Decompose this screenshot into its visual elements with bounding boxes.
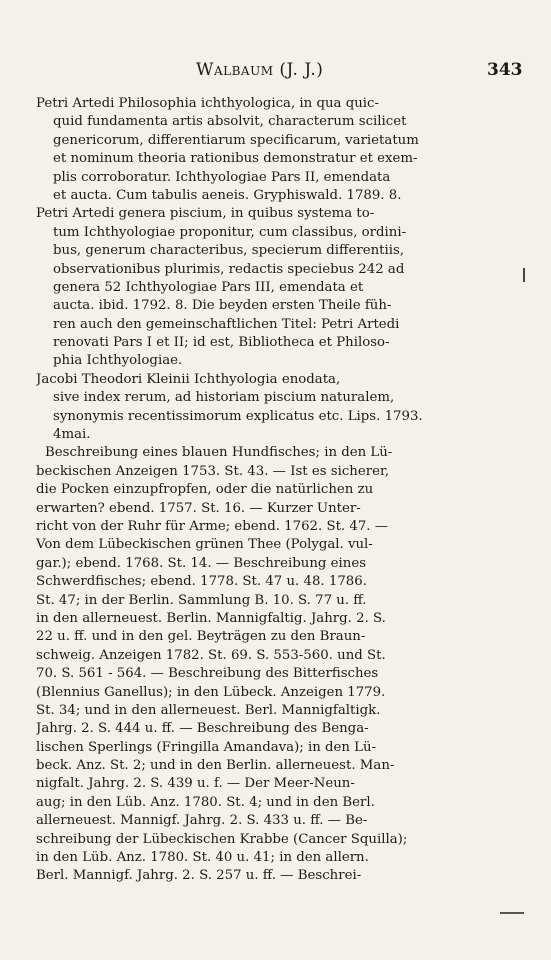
text-line: gar.); ebend. 1768. St. 14. — Beschreibung eines — [36, 555, 367, 571]
text-line: observationibus plurimis, redactis speciebus 242 ad — [53, 261, 405, 277]
text-line: schreibung der Lübeckischen Krabbe (Cancer Squilla); — [36, 831, 408, 847]
text-line: Jacobi Theodori Kleinii Ichthyologia enodata, — [36, 371, 341, 387]
text-line: 22 u. ff. und in den gel. Beyträgen zu den Braun- — [36, 629, 366, 645]
text-line: St. 34; und in den allerneuest. Berl. Mannigfaltigk. — [36, 702, 381, 718]
text-line: renovati Pars I et II; id est, Bibliotheca et Philoso- — [53, 335, 390, 351]
text-line: quid fundamenta artis absolvit, characterum scilicet — [53, 114, 407, 130]
text-line: in den allerneuest. Berlin. Mannigfaltig. Jahrg. 2. S. — [36, 610, 386, 626]
text-line: ren auch den gemeinschaftlichen Titel: Petri Artedi — [53, 316, 400, 332]
page-number: 343 — [487, 60, 523, 80]
text-line: richt von der Ruhr für Arme; ebend. 1762. St. 47. — — [36, 518, 389, 534]
text-line: Beschreibung eines blauen Hundfisches; in den Lü- — [45, 445, 393, 461]
text-line: plis corroboratur. Ichthyologiae Pars II, emendata — [53, 169, 391, 185]
text-line: aug; in den Lüb. Anz. 1780. St. 4; und in den Berl. — [36, 794, 375, 810]
text-line: St. 47; in der Berlin. Sammlung B. 10. S. 77 u. ff. — [36, 592, 367, 608]
text-line: beckischen Anzeigen 1753. St. 43. — Ist es sicherer, — [36, 463, 390, 479]
margin-mark — [523, 268, 525, 282]
text-line: phia Ichthyologiae. — [53, 353, 183, 369]
text-line: 4mai. — [53, 427, 91, 443]
entry-artedi-philosophia — [36, 95, 498, 205]
page-body — [36, 95, 498, 886]
text-line: nigfalt. Jahrg. 2. S. 439 u. f. — Der Meer-Neun- — [36, 776, 355, 792]
text-line: Von dem Lübeckischen grünen Thee (Polygal. vul- — [36, 537, 373, 553]
text-line: Petri Artedi genera piscium, in quibus systema to- — [36, 206, 375, 222]
entry-artedi-genera — [36, 205, 498, 371]
text-line: Schwerdfisches; ebend. 1778. St. 47 u. 48. 1786. — [36, 574, 367, 590]
text-line: beck. Anz. St. 2; und in den Berlin. allerneuest. Man- — [36, 758, 395, 774]
entry-kleinii — [36, 371, 498, 445]
text-line: Petri Artedi Philosophia ichthyologica, in qua quic- — [36, 96, 379, 111]
text-line: 70. S. 561 - 564. — Beschreibung des Bitterfisches — [36, 666, 379, 682]
text-line: lischen Sperlings (Fringilla Amandava); in den Lü- — [36, 739, 377, 755]
text-line: genera 52 Ichthyologiae Pars III, emendata et — [53, 279, 364, 295]
text-line: synonymis recentissimorum explicatus etc. Lips. 1793. — [53, 408, 423, 424]
text-line: (Blennius Ganellus); in den Lübeck. Anzeigen 1779. — [36, 684, 386, 700]
text-line: bus, generum characteribus, specierum differentiis, — [53, 243, 405, 259]
text-line: genericorum, differentiarum specificarum, varietatum — [53, 132, 419, 148]
entry-beschreibung — [36, 444, 498, 885]
text-line: die Pocken einzupfropfen, oder die natürlichen zu — [36, 482, 374, 498]
text-line: Berl. Mannigf. Jahrg. 2. S. 257 u. ff. — Beschrei- — [36, 868, 362, 884]
text-line: erwarten? ebend. 1757. St. 16. — Kurzer Unter- — [36, 500, 361, 516]
text-line: schweig. Anzeigen 1782. St. 69. S. 553-560. und St. — [36, 647, 386, 663]
running-head: Walbaum (J. J.) — [196, 60, 324, 80]
page-header — [0, 60, 551, 84]
text-line: Jahrg. 2. S. 444 u. ff. — Beschreibung des Benga- — [36, 721, 369, 737]
text-line: in den Lüb. Anz. 1780. St. 40 u. 41; in den allern. — [36, 850, 369, 866]
foot-mark — [500, 912, 524, 914]
text-line: sive index rerum, ad historiam piscium naturalem, — [53, 390, 395, 406]
text-line: allerneuest. Mannigf. Jahrg. 2. S. 433 u. ff. — Be- — [36, 813, 368, 829]
text-line: aucta. ibid. 1792. 8. Die beyden ersten Theile füh- — [53, 298, 392, 314]
text-line: tum Ichthyologiae proponitur, cum classibus, ordini- — [53, 224, 407, 240]
text-line: et aucta. Cum tabulis aeneis. Gryphiswald. 1789. 8. — [53, 187, 402, 203]
text-line: et nominum theoria rationibus demonstratur et exem- — [53, 151, 418, 167]
